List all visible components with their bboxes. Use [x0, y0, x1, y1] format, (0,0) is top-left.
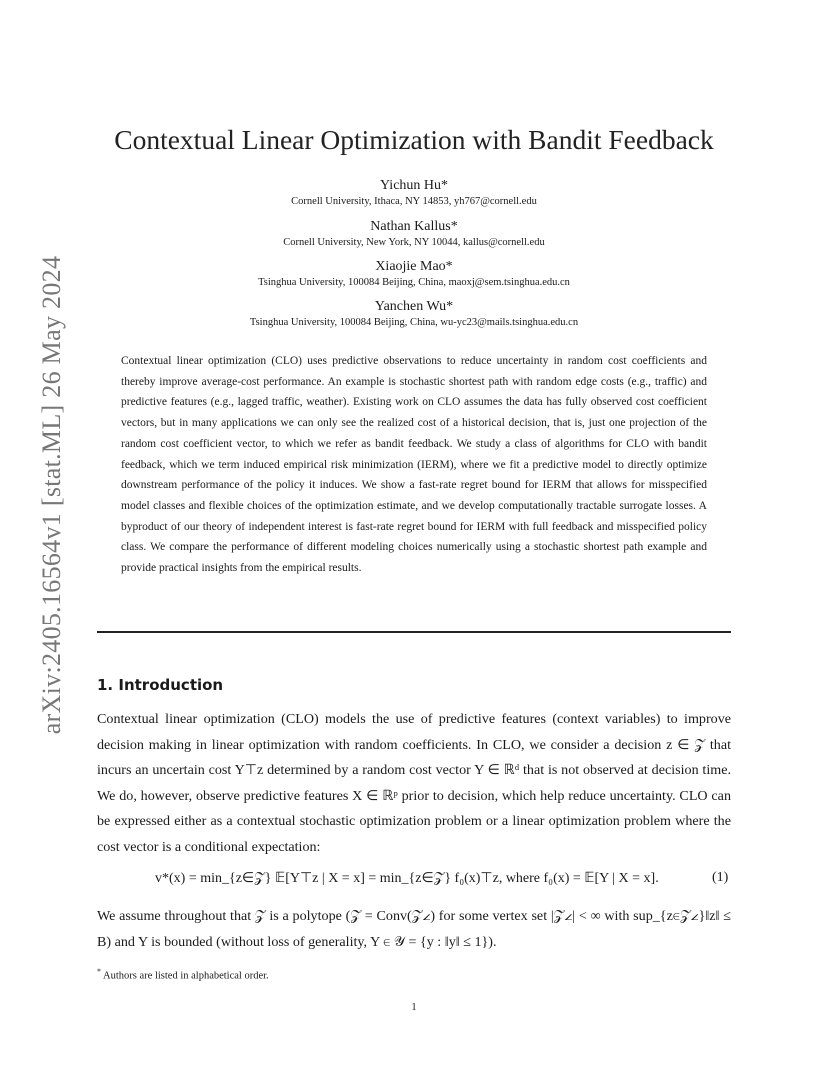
section-title: Introduction	[118, 676, 224, 694]
footnote-marker: *	[97, 967, 101, 976]
author-affiliation: Tsinghua University, 100084 Beijing, China, maoxj@sem.tsinghua.edu.cn	[258, 277, 570, 288]
author-name: Xiaojie Mao*	[375, 259, 453, 274]
author-block-4	[0, 299, 828, 328]
author-name: Yichun Hu*	[379, 178, 449, 193]
author-block-2	[0, 219, 828, 248]
intro-paragraph: Contextual linear optimization (CLO) models the use of predictive features (context variables) to improve decision making in linear optimization with random coefficients. In CLO, we consider a decision z ∈ 𝒵 that incurs an uncertain cost Y⊤z determined by a random cost vector Y ∈ ℝᵈ that is not observed at decision time. We do, however, observe predictive features X ∈ ℝᵖ prior to decision, which help reduce uncertainty. CLO can be expressed either as a contextual stochastic optimization problem or a linear optimization problem where the cost vector is a conditional expectation:	[97, 711, 731, 855]
author-block-1	[0, 178, 828, 207]
author-block-3	[0, 259, 828, 288]
author-affiliation: Tsinghua University, 100084 Beijing, China, wu-yc23@mails.tsinghua.edu.cn	[249, 317, 579, 328]
abstract: Contextual linear optimization (CLO) uses predictive observations to reduce uncertainty in random cost coefficients and thereby improve average-cost performance. An example is stochastic shortest path with random edge costs (e.g., traffic) and predictive features (e.g., lagged traffic, weather). Existing work on CLO assumes the data has fully observed cost coefficient vectors, but in many applications we can only see the realized cost of a historical decision, that is, just one projection of the random cost coefficient vector, to which we refer as bandit feedback. We study a class of algorithms for CLO with bandit feedback, which we term induced empirical risk minimization (IERM), where we fit a predictive model to directly optimize downstream performance of the policy it induces. We show a fast-rate regret bound for IERM that allows for misspecified model classes and flexible choices of the optimization estimate, and we develop computationally tractable surrogate losses. A byproduct of our theory of independent interest is fast-rate regret bound for IERM with full feedback and misspecified policy class. We compare the performance of different modeling choices numerically using a stochastic shortest path example and provide practical insights from the empirical results.	[121, 355, 707, 575]
footnote	[97, 967, 269, 982]
assumption-paragraph: We assume throughout that 𝒵 is a polytope (𝒵 = Conv(𝒵∠) for some vertex set |𝒵∠| < ∞ with sup_{z∈𝒵∠}‖z‖ ≤ B) and Y is bounded (without loss of generality, Y ∈ 𝒴 = {y : ‖y‖ ≤ 1}).	[97, 908, 731, 950]
paper-title: Contextual Linear Optimization with Bandit Feedback	[114, 124, 714, 155]
abstract-divider	[97, 631, 731, 633]
author-name: Yanchen Wu*	[374, 299, 454, 314]
footnote-text: Authors are listed in alphabetical order.	[101, 970, 269, 982]
equation-number: (1)	[712, 870, 729, 885]
equation-1: v*(x) = min_{z∈𝒵} 𝔼[Y⊤z | X = x] = min_{z∈𝒵} f₀(x)⊤z, where f₀(x) = 𝔼[Y | X = x].	[155, 871, 659, 886]
author-affiliation: Cornell University, Ithaca, NY 14853, yh767@cornell.edu	[291, 196, 537, 207]
section-number: 1.	[97, 676, 114, 694]
author-affiliation: Cornell University, New York, NY 10044, kallus@cornell.edu	[283, 237, 545, 248]
section-heading	[97, 676, 223, 694]
arxiv-identifier: arXiv:2405.16564v1 [stat.ML] 26 May 2024	[37, 255, 66, 735]
author-name: Nathan Kallus*	[370, 219, 458, 234]
page-number: 1	[411, 1002, 417, 1013]
